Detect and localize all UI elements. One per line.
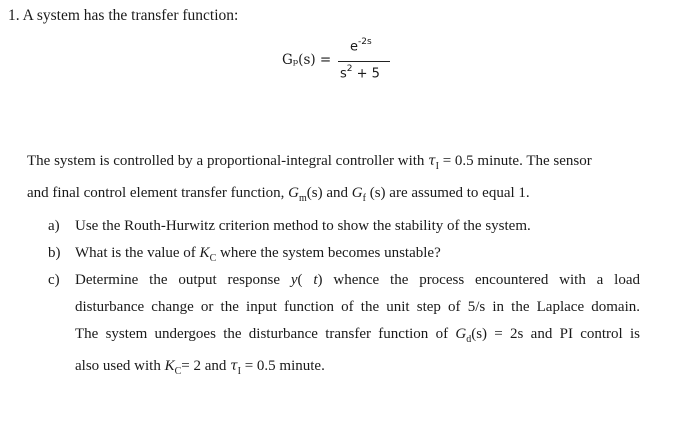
item-text-part: ) whence the process encountered with a load <box>317 272 641 288</box>
y-symbol: y <box>290 272 298 288</box>
item-line: disturbance change or the input function of the unit step of 5/s in the Laplace domain. <box>75 299 640 315</box>
tau-symbol: τ <box>230 358 238 374</box>
item-line: Use the Routh-Hurwitz criterion method to show the stability of the system. <box>75 218 531 234</box>
paragraph-text: = 0.5 minute. The sensor <box>438 153 592 169</box>
kc-symbol: K <box>164 358 175 374</box>
equation-numerator <box>350 38 372 54</box>
item-text-part: = 2 and <box>181 358 231 374</box>
paragraph-text: (s) and <box>306 185 352 201</box>
transfer-function-equation <box>274 38 424 84</box>
item-line <box>75 267 640 294</box>
denominator-rest: + 5 <box>352 66 380 82</box>
numerator-exponent: -2s <box>358 37 372 47</box>
question-number: 1. <box>8 7 20 24</box>
fraction-bar <box>338 61 390 62</box>
equation-denominator <box>340 65 380 81</box>
tau-symbol: τ <box>428 153 436 169</box>
tau-subscript: I <box>237 366 241 377</box>
item-text-part: also used with <box>75 358 165 374</box>
paragraph-text: (s) are assumed to equal 1. <box>365 185 530 201</box>
paragraph-text: and final control element transfer function, <box>27 185 289 201</box>
paragraph-line-2 <box>27 180 667 212</box>
problem-paragraph <box>27 148 667 212</box>
denominator-exponent: 2 <box>346 64 353 74</box>
item-marker: a) <box>48 218 60 234</box>
item-text-part: The system undergoes the disturbance transfer function of <box>75 326 456 342</box>
item-text-part: (s) = 2s and PI control is <box>471 326 640 342</box>
gm-subscript: m <box>299 193 307 204</box>
equation-lhs: Gₚ(s) = <box>282 52 332 68</box>
item-text-part: where the system becomes unstable? <box>216 245 441 261</box>
question-heading <box>8 7 238 25</box>
question-intro: A system has the transfer function: <box>22 7 239 24</box>
gd-symbol: G <box>455 326 467 342</box>
item-marker: c) <box>48 272 60 288</box>
paragraph-line-1 <box>27 148 667 180</box>
t-symbol: t <box>313 272 318 288</box>
tau-subscript: I <box>435 161 439 172</box>
gd-subscript: d <box>466 334 472 345</box>
item-line <box>75 321 640 353</box>
kc-subscript: C <box>209 253 217 264</box>
denominator-base: s <box>340 66 347 82</box>
item-text <box>75 267 640 385</box>
item-text <box>75 213 640 240</box>
paragraph-text: The system is controlled by a proportional-integral controller with <box>27 153 429 169</box>
kc-symbol: K <box>199 245 210 261</box>
gf-symbol: G <box>351 185 363 201</box>
gf-subscript: f <box>362 193 366 204</box>
numerator-base: e <box>350 39 358 55</box>
item-text-part: Determine the output response <box>75 272 291 288</box>
gm-symbol: G <box>288 185 299 201</box>
item-marker: b) <box>48 245 61 261</box>
kc-subscript: C <box>174 366 182 377</box>
item-text-part: What is the value of <box>75 245 200 261</box>
item-text-part: ( <box>297 272 314 288</box>
item-text-part: = 0.5 minute. <box>240 358 325 374</box>
item-line <box>75 353 640 385</box>
